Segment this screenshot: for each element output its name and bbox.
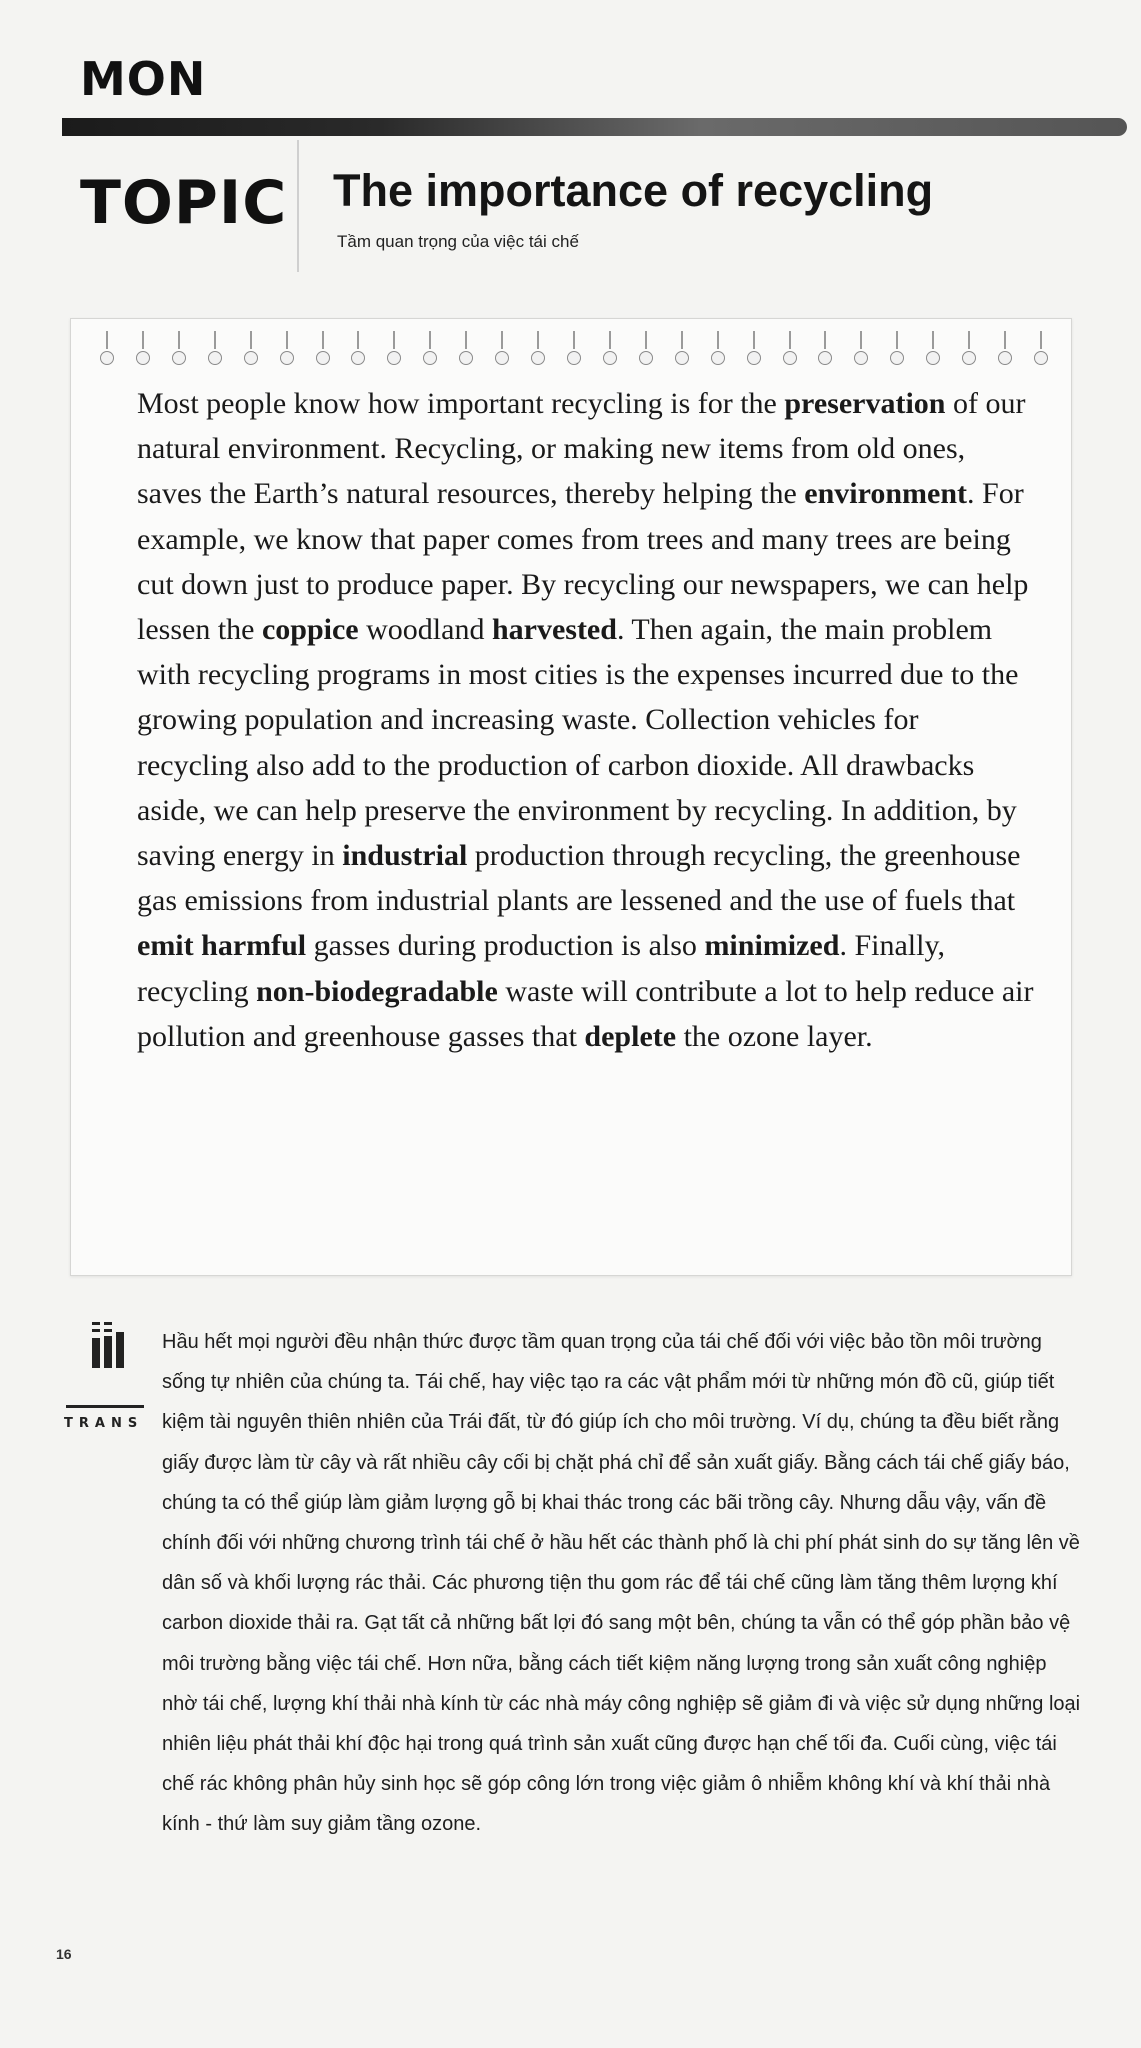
text-run: . Then again, the main problem with recycling programs in most cities is the expenses incurred due to the growing population and increasing waste. Collection vehicles for recycling also add to the production of carbon dioxide. All drawbacks aside, we can help preserve the environment by recycling. In addition, by saving energy in xyxy=(137,613,1019,873)
spiral-ring xyxy=(386,331,402,365)
spiral-ring xyxy=(315,331,331,365)
text-run: . For example, we know that paper comes from trees and many trees are being cut down just to produce paper. By recycling our newspapers, we can help lessen the xyxy=(137,477,1029,647)
spiral-ring xyxy=(997,331,1013,365)
bold-term: deplete xyxy=(584,1019,677,1053)
spiral-ring xyxy=(458,331,474,365)
spiral-ring xyxy=(925,331,941,365)
text-run: Most people know how important recycling is for the xyxy=(137,387,785,420)
text-run: waste will contribute a lot to help reduce air pollution and greenhouse gasses that xyxy=(137,974,1034,1053)
spiral-ring xyxy=(207,331,223,365)
bold-term: minimized xyxy=(704,929,840,963)
bold-term: preservation xyxy=(784,387,946,420)
bold-term: industrial xyxy=(342,839,468,873)
spiral-ring xyxy=(746,331,762,365)
text-run: of our natural environment. Recycling, or making new items from old ones, saves the Earth’s natural resources, thereby helping the xyxy=(137,387,1026,511)
reading-paragraph xyxy=(137,381,1037,1059)
spiral-binding xyxy=(99,325,1049,365)
spiral-ring xyxy=(494,331,510,365)
reading-notepad xyxy=(70,318,1072,1276)
text-run: gasses during production is also xyxy=(306,929,705,963)
spiral-ring xyxy=(674,331,690,365)
spiral-ring xyxy=(243,331,259,365)
bold-term: environment xyxy=(804,477,968,511)
topic-title: The importance of recycling xyxy=(333,165,934,216)
text-run: . Finally, recycling xyxy=(137,929,945,1008)
spiral-ring xyxy=(889,331,905,365)
spiral-ring xyxy=(638,331,654,365)
trans-rule xyxy=(66,1405,144,1408)
spiral-ring xyxy=(602,331,618,365)
spiral-ring xyxy=(961,331,977,365)
text-run: the ozone layer. xyxy=(676,1019,873,1053)
bold-term: emit harmful xyxy=(137,929,307,963)
spiral-ring xyxy=(99,331,115,365)
translation-paragraph: Hầu hết mọi người đều nhận thức được tầm quan trọng của tái chế đối với việc bảo tồn môi trường sống tự nhiên của chúng ta. Tái chế, hay việc tạo ra các vật phẩm mới từ những món đồ cũ, giúp tiết kiệm tài nguyên thiên nhiên của Trái đất, từ đó giúp ích cho môi trường. Ví dụ, chúng ta đều biết rằng giấy được làm từ cây và rất nhiều cây cối bị chặt phá chỉ để sản xuất giấy. Bằng cách tái chế giấy báo, chúng ta có thể giúp làm giảm lượng gỗ bị khai thác trong các bãi trồng cây. Nhưng dẫu vậy, vấn đề chính đối với những chương trình tái chế ở hầu hết các thành phố là chi phí phát sinh do sự tăng lên về dân số và khối lượng rác thải. Các phương tiện thu gom rác để tái chế cũng làm tăng thêm lượng khí carbon dioxide thải ra. Gạt tất cả những bất lợi đó sang một bên, chúng ta vẫn có thể góp phần bảo vệ môi trường bằng việc tái chế. Hơn nữa, bằng cách tiết kiệm năng lượng trong sản xuất công nghiệp nhờ tái chế, lượng khí thải nhà kính từ các nhà máy công nghiệp sẽ giảm đi và việc sử dụng những loại nhiên liệu phát thải khí độc hại trong quá trình sản xuất cũng được hạn chế tối đa. Cuối cùng, việc tái chế rác không phân hủy sinh học sẽ góp công lớn trong việc giảm ô nhiễm không khí và khí thải nhà kính - thứ làm suy giảm tầng ozone. xyxy=(162,1331,1081,1836)
trans-label: TRANS xyxy=(64,1416,144,1431)
spiral-ring xyxy=(853,331,869,365)
spiral-ring xyxy=(422,331,438,365)
spiral-ring xyxy=(530,331,546,365)
spiral-ring xyxy=(782,331,798,365)
header-bar xyxy=(62,118,1127,136)
spiral-ring xyxy=(135,331,151,365)
spiral-ring xyxy=(710,331,726,365)
topic-subtitle: Tầm quan trọng của việc tái chế xyxy=(337,232,579,251)
bold-term: coppice xyxy=(261,613,359,647)
topic-divider xyxy=(297,140,299,272)
page-number: 16 xyxy=(56,1946,72,1962)
spiral-ring xyxy=(171,331,187,365)
section-header: MON xyxy=(80,52,207,106)
bold-term: harvested xyxy=(491,613,617,647)
spiral-ring xyxy=(817,331,833,365)
books-icon xyxy=(70,1320,146,1370)
text-run: woodland xyxy=(358,613,492,647)
text-run: production through recycling, the greenhouse gas emissions from industrial plants are lessened and the use of fuels that xyxy=(137,839,1021,918)
spiral-ring xyxy=(279,331,295,365)
topic-label: TOPIC xyxy=(80,168,288,238)
spiral-ring xyxy=(566,331,582,365)
bold-term: non-biodegradable xyxy=(256,974,498,1008)
spiral-ring xyxy=(1033,331,1049,365)
spiral-ring xyxy=(350,331,366,365)
